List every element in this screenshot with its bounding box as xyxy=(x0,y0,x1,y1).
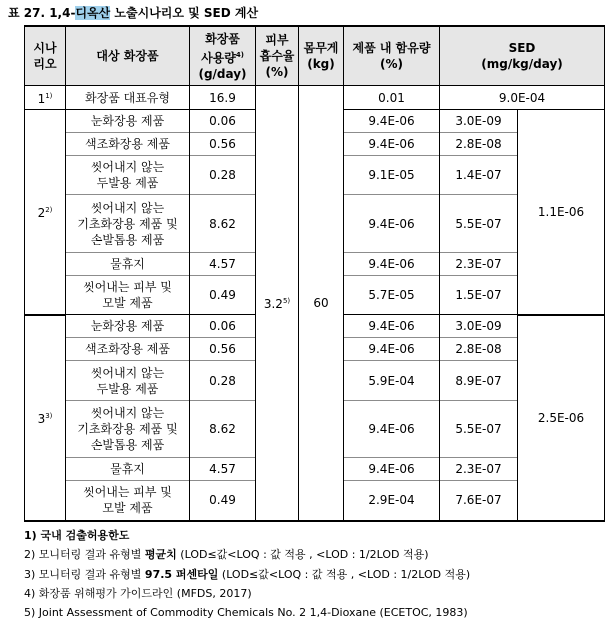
scenario-3-label: 3$^{3)}$ xyxy=(25,315,66,521)
sed-table xyxy=(24,25,605,522)
scenario-2-label: 2$^{2)}$ xyxy=(25,110,66,315)
product-cell: 씻어내지 않는 기초화장용 제품 및 손발톱용 제품 xyxy=(66,401,190,458)
usage-cell: 0.06 xyxy=(190,110,256,133)
product-cell: 씻어내지 않는 두발용 제품 xyxy=(66,361,190,401)
usage-cell: 8.62 xyxy=(190,195,256,253)
header-scenario: 시나 리오 xyxy=(25,26,66,86)
footnote-3: 3) 모니터링 결과 유형별 97.5 퍼센타일 (LOD≤값<LOQ : 값 적용 , <LOD : 1/2LOD 적용) xyxy=(24,567,471,581)
total-sed-cell: 2.5E-06 xyxy=(518,315,605,521)
product-cell: 씻어내는 피부 및 모발 제품 xyxy=(66,481,190,521)
footnote-2: 2) 모니터링 결과 유형별 평균치 (LOD≤값<LOQ : 값 적용 , <LOD : 1/2LOD 적용) xyxy=(24,548,429,562)
sed-cell: 3.0E-09 xyxy=(440,110,518,133)
content-cell: 0.01 xyxy=(344,86,440,110)
content-cell: 9.4E-06 xyxy=(344,133,440,156)
content-cell: 9.4E-06 xyxy=(344,253,440,276)
header-row xyxy=(25,26,605,86)
usage-cell: 0.06 xyxy=(190,315,256,338)
usage-cell: 4.57 xyxy=(190,458,256,481)
absorption-cell: 3.2$^{5)}$ xyxy=(256,86,299,521)
sed-cell: 5.5E-07 xyxy=(440,401,518,458)
usage-cell: 0.56 xyxy=(190,338,256,361)
content-cell: 9.4E-06 xyxy=(344,315,440,338)
product-cell: 물휴지 xyxy=(66,253,190,276)
footnote-1: 1) 국내 검출허용한도 xyxy=(24,529,130,542)
footnote-5: 5) Joint Assessment of Commodity Chemicals No. 2 1,4-Dioxane (ECETOC, 1983) xyxy=(24,606,468,620)
product-cell: 색조화장용 제품 xyxy=(66,338,190,361)
header-content: 제품 내 함유량 (%) xyxy=(344,26,440,86)
usage-cell: 0.49 xyxy=(190,481,256,521)
content-cell: 2.9E-04 xyxy=(344,481,440,521)
sed-cell: 1.4E-07 xyxy=(440,156,518,195)
product-cell: 눈화장용 제품 xyxy=(66,110,190,133)
product-cell: 씻어내는 피부 및 모발 제품 xyxy=(66,276,190,315)
scenario-1-label: 1$^{1)}$ xyxy=(25,86,66,110)
sed-cell: 9.0E-04 xyxy=(440,86,605,110)
sed-cell: 2.3E-07 xyxy=(440,458,518,481)
header-absorption: 피부 흡수율 (%) xyxy=(256,26,299,86)
usage-cell: 16.9 xyxy=(190,86,256,110)
weight-cell: 60 xyxy=(299,86,344,521)
product-cell: 물휴지 xyxy=(66,458,190,481)
content-cell: 9.4E-06 xyxy=(344,458,440,481)
product-cell: 화장품 대표유형 xyxy=(66,86,190,110)
header-usage: 화장품 사용량$^{4)}$ (g/day) xyxy=(190,26,256,86)
usage-cell: 0.28 xyxy=(190,156,256,195)
header-sed: SED (mg/kg/day) xyxy=(440,26,605,86)
table-row xyxy=(25,86,605,110)
usage-cell: 0.28 xyxy=(190,361,256,401)
sed-cell: 3.0E-09 xyxy=(440,315,518,338)
content-cell: 9.4E-06 xyxy=(344,401,440,458)
content-cell: 9.1E-05 xyxy=(344,156,440,195)
product-cell: 씻어내지 않는 두발용 제품 xyxy=(66,156,190,195)
product-cell: 씻어내지 않는 기초화장용 제품 및 손발톱용 제품 xyxy=(66,195,190,253)
sed-cell: 2.8E-08 xyxy=(440,338,518,361)
caption-prefix: 표 27. 1,4- xyxy=(8,6,76,20)
sed-cell: 7.6E-07 xyxy=(440,481,518,521)
usage-cell: 4.57 xyxy=(190,253,256,276)
content-cell: 9.4E-06 xyxy=(344,110,440,133)
sed-cell: 8.9E-07 xyxy=(440,361,518,401)
sed-cell: 5.5E-07 xyxy=(440,195,518,253)
footnote-4: 4) 화장품 위해평가 가이드라인 (MFDS, 2017) xyxy=(24,586,252,600)
caption-highlight: 디옥산 xyxy=(75,6,111,20)
header-weight: 몸무게 (kg) xyxy=(299,26,344,86)
caption-suffix: 노출시나리오 및 SED 계산 xyxy=(110,6,259,20)
product-cell: 눈화장용 제품 xyxy=(66,315,190,338)
sed-cell: 1.5E-07 xyxy=(440,276,518,315)
sed-cell: 2.8E-08 xyxy=(440,133,518,156)
usage-cell: 0.49 xyxy=(190,276,256,315)
content-cell: 9.4E-06 xyxy=(344,338,440,361)
footnotes xyxy=(24,526,470,622)
product-cell: 색조화장용 제품 xyxy=(66,133,190,156)
content-cell: 5.9E-04 xyxy=(344,361,440,401)
total-sed-cell: 1.1E-06 xyxy=(518,110,605,315)
usage-cell: 0.56 xyxy=(190,133,256,156)
header-product: 대상 화장품 xyxy=(66,26,190,86)
table-caption xyxy=(8,4,258,21)
content-cell: 5.7E-05 xyxy=(344,276,440,315)
sed-cell: 2.3E-07 xyxy=(440,253,518,276)
usage-cell: 8.62 xyxy=(190,401,256,458)
content-cell: 9.4E-06 xyxy=(344,195,440,253)
